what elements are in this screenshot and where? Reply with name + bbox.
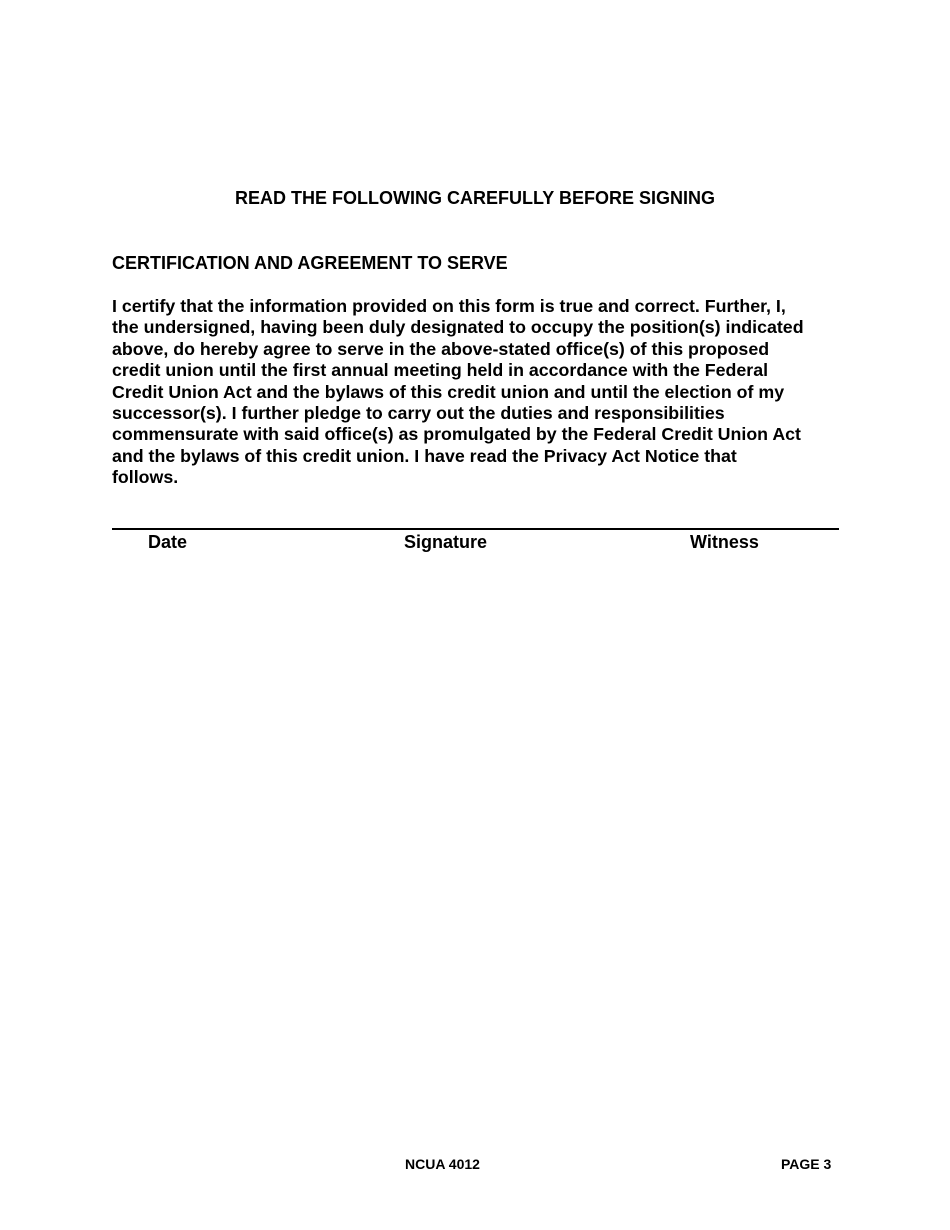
paragraph-line: and the bylaws of this credit union. I have read the Privacy Act Notice that	[112, 445, 737, 466]
form-number: NCUA 4012	[405, 1156, 480, 1172]
signature-line[interactable]	[112, 528, 839, 530]
paragraph-line: commensurate with said office(s) as promulgated by the Federal Credit Union Act	[112, 424, 801, 445]
page-number: PAGE 3	[781, 1156, 832, 1172]
paragraph-line: Credit Union Act and the bylaws of this credit union and until the election of my	[112, 381, 785, 402]
witness-label: Witness	[690, 532, 759, 552]
certification-paragraph	[112, 296, 840, 489]
paragraph-line: credit union until the first annual meeting held in accordance with the Federal	[112, 360, 769, 381]
paragraph-line: successor(s). I further pledge to carry out the duties and responsibilities	[112, 403, 725, 424]
page-heading: READ THE FOLLOWING CAREFULLY BEFORE SIGNING	[234, 188, 715, 208]
paragraph-line: above, do hereby agree to serve in the above-stated office(s) of this proposed	[112, 338, 770, 359]
section-title: CERTIFICATION AND AGREEMENT TO SERVE	[112, 253, 508, 273]
paragraph-line: I certify that the information provided on this form is true and correct. Further, I,	[112, 296, 786, 316]
signature-label: Signature	[404, 532, 488, 552]
paragraph-line: follows.	[112, 467, 179, 488]
paragraph-line: the undersigned, having been duly designated to occupy the position(s) indicated	[112, 317, 804, 338]
date-label: Date	[148, 532, 188, 552]
